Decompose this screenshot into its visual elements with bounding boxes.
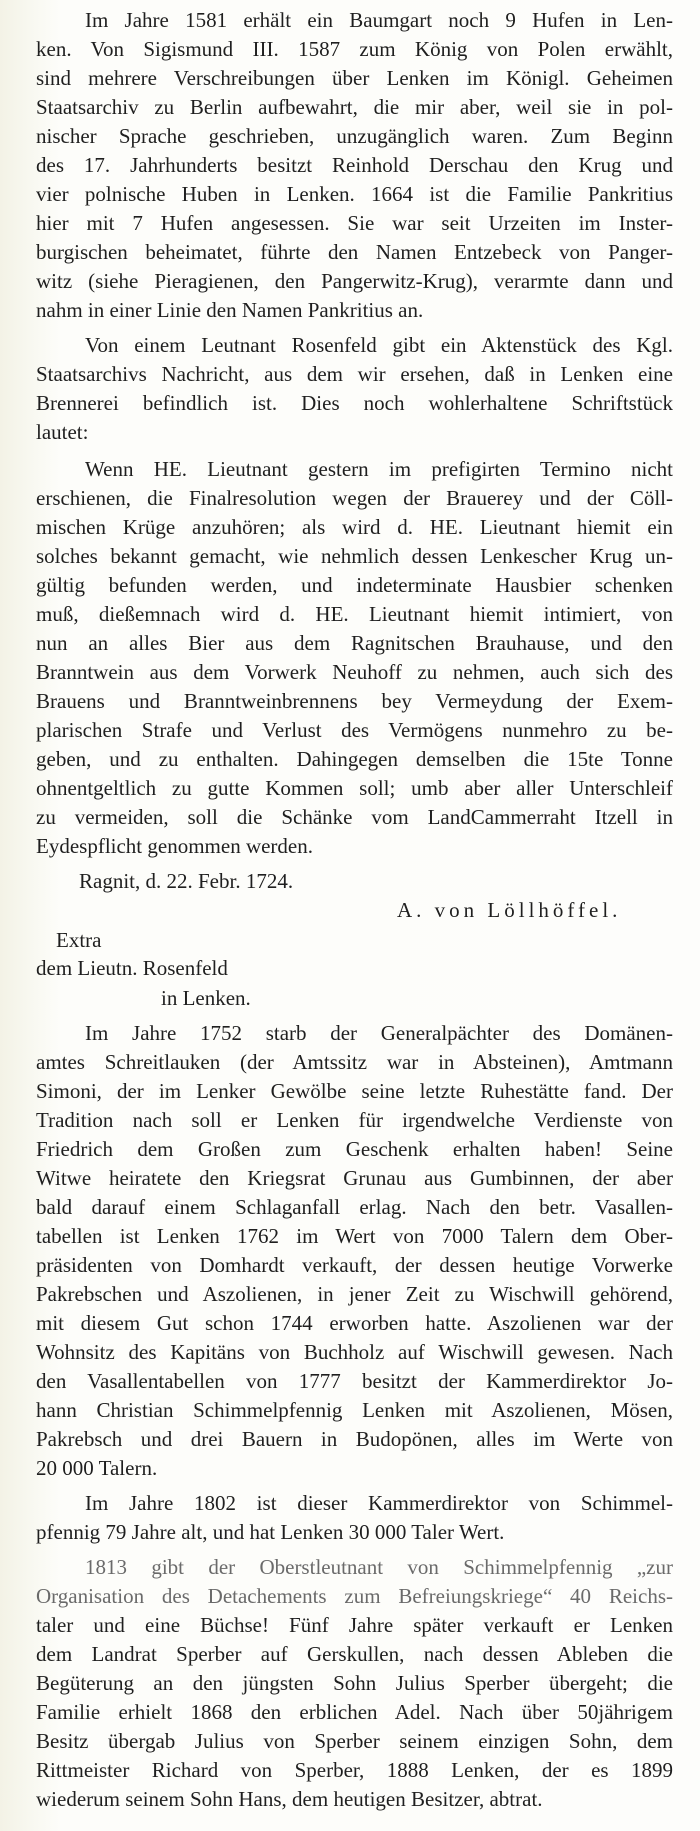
text-line: vier polnische Huben in Lenken. 1664 ist die Familie Pankritius: [36, 182, 673, 206]
paragraph: [36, 331, 673, 447]
text-line: Organisation des Detachements zum Befreiungskriege“ 40 Reichs-: [36, 1584, 673, 1608]
paragraph: [36, 6, 673, 325]
text-line: Eydespflicht genommen werden.: [36, 834, 313, 858]
text-line: Staatsarchiv zu Berlin aufbewahrt, die mir aber, weil sie in pol-: [36, 95, 673, 119]
text-line: den Vasallentabellen von 1777 besitzt der Kammerdirektor Jo-: [36, 1369, 673, 1393]
text-line: Rittmeister Richard von Sperber, 1888 Lenken, der es 1899: [36, 1758, 673, 1782]
text-line: Simoni, der im Lenker Gewölbe seine letzte Ruhestätte fand. Der: [36, 1079, 673, 1103]
text-line: dem Landrat Sperber auf Gerskullen, nach dessen Ableben die: [36, 1642, 673, 1666]
text-line: mischen Krüge anzuhören; als wird d. HE. Lieutnant hiemit ein: [36, 515, 673, 539]
text-line: Familie erhielt 1868 den erblichen Adel. Nach über 50jährigem: [36, 1700, 673, 1724]
text-line: zu vermeiden, soll die Schänke vom LandCammerraht Itzell in: [36, 805, 673, 829]
text-line: lautet:: [36, 420, 89, 444]
text-line: Im Jahre 1581 erhält ein Baumgart noch 9 Hufen in Len-: [85, 8, 673, 32]
text-line: Brauens und Branntweinbrennens bey Vermeydung der Exem-: [36, 689, 673, 713]
text-line: pfennig 79 Jahre alt, und hat Lenken 30 000 Taler Wert.: [36, 1520, 505, 1544]
text-line: Tradition nach soll er Lenken für irgendwelche Verdienste von: [36, 1108, 673, 1132]
text-line: plarischen Strafe und Verlust des Vermögens nunmehro zu be-: [36, 718, 673, 742]
text-line: burgischen beheimatet, führte den Namen Entzebeck von Panger-: [36, 240, 673, 264]
paragraph: [36, 1489, 673, 1547]
text-line: 1813 gibt der Oberstleutnant von Schimmelpfennig „zur: [85, 1555, 673, 1579]
text-line: ohnentgeltlich zu gutte Kommen soll; umb aber aller Unterschleif: [36, 776, 673, 800]
text-line: Branntwein aus dem Vorwerk Neuhoff zu nehmen, auch sich des: [36, 660, 673, 684]
text-line: Pakrebschen und Aszolienen, in jener Zeit zu Wischwill gehörend,: [36, 1282, 673, 1306]
text-line: hann Christian Schimmelpfennig Lenken mit Aszolienen, Mösen,: [36, 1398, 673, 1422]
address-line-1: Extra: [56, 928, 102, 952]
signature: A. von Löllhöffel.: [397, 898, 622, 922]
place-date: Ragnit, d. 22. Febr. 1724.: [79, 869, 294, 893]
text-line: Brennerei befindlich ist. Dies noch wohlerhaltene Schriftstück: [36, 391, 673, 415]
text-line: geben, und zu enthalten. Dahingegen demselben die 15te Tonne: [36, 747, 673, 771]
text-line: nahm in einer Linie den Namen Pankritius an.: [36, 298, 424, 322]
text-line: 20 000 Talern.: [36, 1456, 158, 1480]
address-line-2: dem Lieutn. Rosenfeld: [36, 956, 228, 980]
text-line: präsidenten von Domhardt verkauft, der dessen heutige Vorwerke: [36, 1253, 673, 1277]
paragraph: [36, 1553, 673, 1814]
letter-closing: [36, 867, 673, 1013]
text-after-letter: [36, 1019, 673, 1814]
text-line: tabellen ist Lenken 1762 im Wert von 7000 Talern dem Ober-: [36, 1224, 673, 1248]
text-before-letter: [36, 6, 673, 861]
text-line: taler und eine Büchse! Fünf Jahre später verkauft er Lenken: [36, 1613, 673, 1637]
text-line: Begüterung an den jüngsten Sohn Julius Sperber übergeht; die: [36, 1671, 673, 1695]
text-line: solches bekannt gemacht, wie nehmlich dessen Lenkescher Krug un-: [36, 544, 673, 568]
text-line: Im Jahre 1752 starb der Generalpächter des Domänen-: [85, 1021, 673, 1045]
text-line: muß, dießemnach wird d. HE. Lieutnant hiemit intimiert, von: [36, 602, 673, 626]
text-line: nun an alles Bier aus dem Ragnitschen Brauhause, und den: [36, 631, 673, 655]
paragraph: [36, 455, 673, 861]
text-line: Pakrebsch und drei Bauern in Budopönen, alles im Werte von: [36, 1427, 673, 1451]
text-line: Witwe heiratete den Kriegsrat Grunau aus Gumbinnen, der aber: [36, 1166, 673, 1190]
text-line: hier mit 7 Hufen angesessen. Sie war seit Urzeiten im Inster-: [36, 211, 673, 235]
text-line: nischer Sprache geschrieben, unzugänglich waren. Zum Beginn: [36, 124, 673, 148]
text-line: Friedrich dem Großen zum Geschenk erhalten haben! Seine: [36, 1137, 673, 1161]
paragraph: [36, 1019, 673, 1483]
text-line: Von einem Leutnant Rosenfeld gibt ein Aktenstück des Kgl.: [85, 333, 673, 357]
text-line: amtes Schreitlauken (der Amtssitz war in Absteinen), Amtmann: [36, 1050, 673, 1074]
text-line: bald darauf einem Schlaganfall erlag. Nach den betr. Vasallen-: [36, 1195, 673, 1219]
text-line: gültig befunden werden, und indeterminate Hausbier schenken: [36, 573, 673, 597]
text-line: sind mehrere Verschreibungen über Lenken im Königl. Geheimen: [36, 66, 673, 90]
text-line: des 17. Jahrhunderts besitzt Reinhold Derschau den Krug und: [36, 153, 673, 177]
text-line: Wohnsitz des Kapitäns von Buchholz auf Wischwill gewesen. Nach: [36, 1340, 673, 1364]
text-line: erschienen, die Finalresolution wegen der Brauerey und der Cöll-: [36, 486, 673, 510]
text-line: witz (siehe Pieragienen, den Pangerwitz-Krug), verarmte dann und: [36, 269, 673, 293]
text-line: wiederum seinem Sohn Hans, dem heutigen Besitzer, abtrat.: [36, 1787, 543, 1811]
text-line: Besitz übergab Julius von Sperber seinem einzigen Sohn, dem: [36, 1729, 673, 1753]
text-line: mit diesem Gut schon 1744 erworben hatte. Aszolienen war der: [36, 1311, 673, 1335]
text-line: Im Jahre 1802 ist dieser Kammerdirektor von Schimmel-: [85, 1491, 673, 1515]
text-line: Staatsarchivs Nachricht, aus dem wir ersehen, daß in Lenken eine: [36, 362, 673, 386]
text-line: Wenn HE. Lieutnant gestern im prefigirten Termino nicht: [85, 457, 673, 481]
address-line-3: in Lenken.: [161, 986, 251, 1010]
text-line: ken. Von Sigismund III. 1587 zum König von Polen erwählt,: [36, 37, 673, 61]
